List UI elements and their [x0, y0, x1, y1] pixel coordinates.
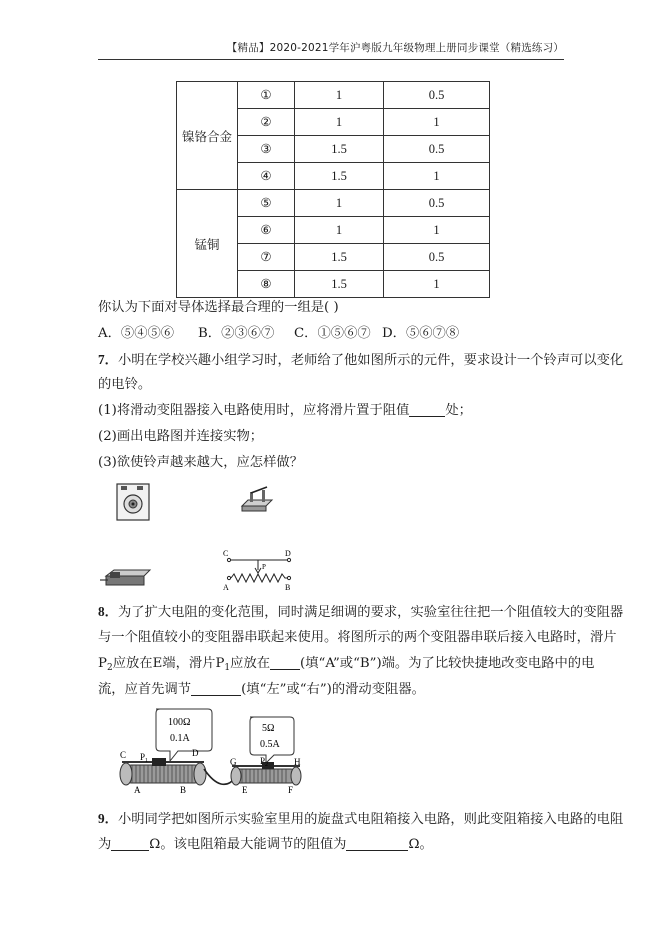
- area-cell: 0.5: [384, 190, 490, 217]
- slider-letter: P: [140, 752, 146, 762]
- subscript: 1: [224, 663, 231, 673]
- sample-no: ②: [238, 109, 295, 136]
- q7-text: 小明在学校兴趣小组学习时，老师给了他如图所示的元件，要求设计一个铃声可以变化: [117, 353, 624, 368]
- length-cell: 1.5: [295, 271, 384, 298]
- length-cell: 1.5: [295, 136, 384, 163]
- sample-no: ⑧: [238, 271, 295, 298]
- area-cell: 1: [384, 109, 490, 136]
- length-cell: 1.5: [295, 163, 384, 190]
- q6-option-a: A．⑤④⑤⑥: [98, 326, 175, 341]
- q8-line4: [98, 680, 425, 700]
- slider-subscript: 1: [145, 758, 149, 764]
- length-cell: 1.5: [295, 244, 384, 271]
- sample-no: ③: [238, 136, 295, 163]
- switch-figure: [240, 484, 274, 514]
- q7-number: 7．: [98, 352, 118, 367]
- area-cell: 0.5: [384, 244, 490, 271]
- length-cell: 1: [295, 190, 384, 217]
- q6-option-d: D．⑤⑥⑦⑧: [382, 326, 460, 341]
- header-rule: [98, 59, 564, 60]
- area-cell: 1: [384, 271, 490, 298]
- q8-text: 为了扩大电阻的变化范围，同时满足细调的要求，实验室往往把一个阻值较大的变阻器: [117, 605, 624, 620]
- length-cell: 1: [295, 217, 384, 244]
- q7-sub1: [98, 401, 472, 421]
- sample-no: ⑥: [238, 217, 295, 244]
- q7-line1: [98, 350, 623, 371]
- q6-options: [98, 324, 459, 344]
- text: 应放在E端，滑片P: [112, 656, 225, 671]
- q9-line1: [98, 809, 623, 830]
- sample-no: ④: [238, 163, 295, 190]
- slide-rheostat-figure: [100, 566, 152, 588]
- text: (填“A”或“B”)端。为了比较快捷地改变电路中的电: [300, 656, 595, 671]
- q7-sub1-text: (1)将滑动变阻器接入电路使用时，应将滑片置于阻值: [98, 403, 410, 418]
- left-terminal-d: D: [192, 748, 199, 758]
- right-current-label: 0.5A: [260, 739, 280, 750]
- sample-no: ⑤: [238, 190, 295, 217]
- q7-sub2: (2)画出电路图并连接实物；: [98, 429, 264, 444]
- terminal-a-label: A: [223, 583, 229, 592]
- answer-blank[interactable]: [346, 836, 408, 851]
- terminal-c-label: C: [223, 549, 229, 558]
- length-cell: 1: [295, 82, 384, 109]
- left-resistance-label: 100Ω: [168, 717, 191, 728]
- left-terminal-b: B: [180, 785, 187, 795]
- slider-subscript: 2: [265, 762, 269, 768]
- answer-blank[interactable]: [409, 402, 445, 417]
- area-cell: 1: [384, 217, 490, 244]
- sample-no: ⑦: [238, 244, 295, 271]
- text: 应放在: [230, 656, 271, 671]
- q9-number: 9．: [98, 811, 118, 826]
- q6-prompt: 你认为下面对导体选择最合理的一组是( ): [98, 300, 339, 315]
- answer-blank[interactable]: [111, 836, 149, 851]
- page-header: 【精品】2020-2021学年沪粤版九年级物理上册同步课堂（精选练习）: [226, 42, 564, 54]
- sample-no: ①: [238, 82, 295, 109]
- right-terminal-h: H: [294, 757, 301, 767]
- right-terminal-f: F: [288, 785, 294, 795]
- electric-bell-figure: [115, 482, 151, 522]
- area-cell: 0.5: [384, 82, 490, 109]
- left-terminal-c: C: [120, 750, 127, 760]
- area-cell: 0.5: [384, 136, 490, 163]
- length-cell: 1: [295, 109, 384, 136]
- text: P: [98, 656, 107, 671]
- q9-line2: [98, 835, 433, 855]
- q9-text: 小明同学把如图所示实验室里用的旋盘式电阻箱接入电路，则此变阻箱接入电路的电阻: [117, 812, 624, 827]
- area-cell: 1: [384, 163, 490, 190]
- right-terminal-g: G: [230, 757, 237, 767]
- subscript: 2: [106, 663, 113, 673]
- right-resistance-label: 5Ω: [262, 723, 275, 734]
- q6-option-c: C．①⑤⑥⑦: [294, 326, 371, 341]
- right-terminal-e: E: [242, 785, 248, 795]
- answer-blank[interactable]: [191, 681, 241, 696]
- two-rheostats-figure: [112, 707, 308, 801]
- q7-sub3: (3)欲使铃声越来越大，应怎样做？: [98, 455, 303, 470]
- left-current-label: 0.1A: [170, 733, 190, 744]
- text: Ω。该电阻箱最大能调节的阻值为: [149, 837, 347, 852]
- material-cell: 锰铜: [177, 190, 238, 298]
- text: 流，应首先调节: [98, 682, 192, 697]
- q8-line1: [98, 602, 623, 623]
- q6-option-b: B．②③⑥⑦: [198, 326, 275, 341]
- material-cell: 镍铬合金: [177, 82, 238, 190]
- q8-line2: 与一个阻值较小的变阻器串联起来使用。将图所示的两个变阻器串联后接入电路时，滑片: [98, 630, 617, 645]
- q8-number: 8．: [98, 604, 118, 619]
- q7-line2: 的电铃。: [98, 377, 152, 392]
- slider-letter: P: [260, 756, 266, 766]
- q7-sub1-end: 处；: [445, 403, 472, 418]
- text: Ω。: [408, 837, 433, 852]
- rheostat-symbol-diagram: [218, 546, 298, 594]
- slider-p-label: P: [262, 563, 266, 571]
- text: 为: [98, 837, 112, 852]
- text: (填“左”或“右”)的滑动变阻器。: [241, 682, 425, 697]
- q8-line3: [98, 654, 594, 678]
- terminal-d-label: D: [285, 549, 291, 558]
- answer-blank[interactable]: [270, 655, 300, 670]
- material-table: [176, 81, 490, 298]
- terminal-b-label: B: [285, 583, 291, 592]
- left-terminal-a: A: [134, 785, 141, 795]
